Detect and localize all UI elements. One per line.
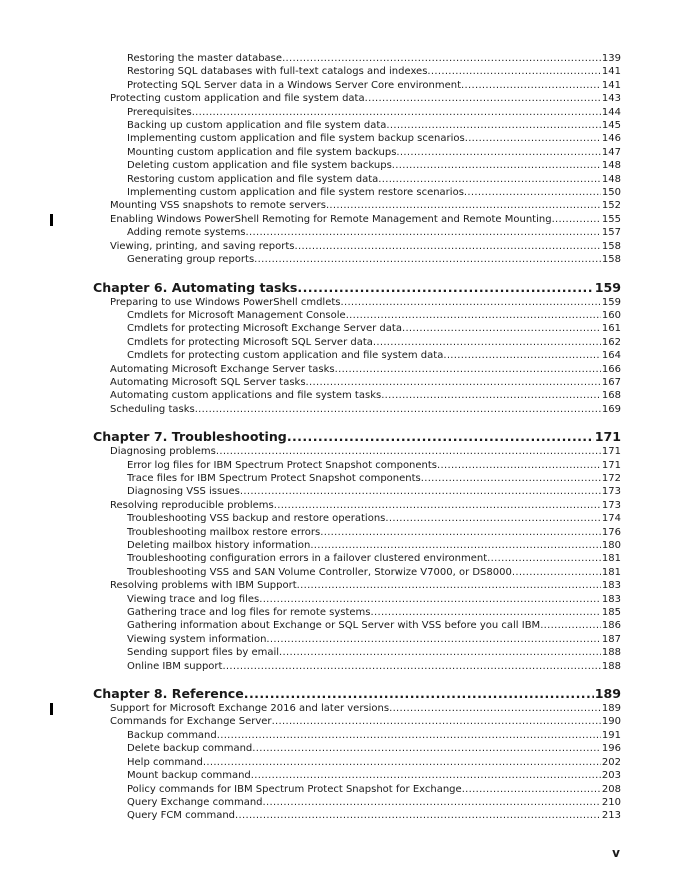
toc-page-number: 188 <box>601 660 621 672</box>
toc-page-number: 150 <box>601 187 621 199</box>
toc-entry[interactable] <box>93 296 621 309</box>
toc-entry[interactable] <box>93 363 621 376</box>
toc-page-number: 172 <box>601 472 621 484</box>
toc-entry[interactable] <box>93 445 621 458</box>
dot-leader <box>216 445 601 458</box>
toc-entry[interactable] <box>93 336 621 349</box>
dot-leader <box>306 376 601 389</box>
toc-entry[interactable] <box>93 783 621 796</box>
toc-entry[interactable] <box>93 715 621 728</box>
dot-leader <box>251 769 601 782</box>
toc-page-number: 183 <box>601 593 621 605</box>
toc-entry[interactable] <box>93 539 621 552</box>
toc-title: Online IBM support <box>127 660 223 672</box>
toc-entry[interactable] <box>93 472 621 485</box>
toc-title: Mount backup command <box>127 770 251 782</box>
toc-title: Viewing, printing, and saving reports <box>110 240 295 252</box>
toc-entry[interactable] <box>93 173 621 186</box>
toc-title: Backup command <box>127 729 217 741</box>
dot-leader <box>465 132 601 145</box>
toc-title: Implementing custom application and file system restore scenarios <box>127 187 464 199</box>
dot-leader <box>217 729 601 742</box>
dot-leader <box>464 186 601 199</box>
page-number: v <box>612 846 620 860</box>
toc-page-number: 145 <box>601 120 621 132</box>
toc-title: Automating Microsoft SQL Server tasks <box>110 376 306 388</box>
toc-title: Implementing custom application and file system backup scenarios <box>127 133 465 145</box>
table-of-contents <box>93 52 621 823</box>
toc-title: Diagnosing VSS issues <box>127 486 240 498</box>
dot-leader <box>282 52 601 65</box>
toc-entry[interactable] <box>93 566 621 579</box>
dot-leader <box>326 199 601 212</box>
toc-page-number: 171 <box>601 446 621 458</box>
toc-entry[interactable] <box>93 606 621 619</box>
toc-title: Protecting custom application and file system data <box>110 93 365 105</box>
dot-leader <box>203 756 601 769</box>
toc-entry[interactable] <box>93 756 621 769</box>
toc-entry[interactable] <box>93 349 621 362</box>
toc-title: Cmdlets for protecting Microsoft Exchange Server data <box>127 323 402 335</box>
dot-leader <box>235 809 601 822</box>
toc-entry[interactable] <box>93 809 621 822</box>
toc-entry[interactable] <box>93 552 621 565</box>
toc-entry[interactable] <box>93 199 621 212</box>
toc-title: Gathering trace and log files for remote systems <box>127 607 371 619</box>
toc-entry[interactable] <box>93 322 621 335</box>
toc-entry[interactable] <box>93 729 621 742</box>
dot-leader <box>402 322 601 335</box>
toc-entry[interactable] <box>93 499 621 512</box>
toc-entry[interactable] <box>93 742 621 755</box>
toc-entry[interactable] <box>93 146 621 159</box>
toc-entry[interactable] <box>93 65 621 78</box>
toc-entry[interactable] <box>93 769 621 782</box>
dot-leader <box>295 240 601 253</box>
toc-page-number: 148 <box>601 160 621 172</box>
toc-title: Commands for Exchange Server <box>110 716 272 728</box>
toc-entry[interactable] <box>93 593 621 606</box>
toc-title: Chapter 7. Troubleshooting <box>93 429 287 445</box>
toc-title: Troubleshooting mailbox restore errors <box>127 526 321 538</box>
toc-entry[interactable] <box>93 240 621 253</box>
toc-page-number: 169 <box>601 403 621 415</box>
toc-title: Restoring SQL databases with full-text catalogs and indexes <box>127 66 428 78</box>
toc-page-number: 176 <box>601 526 621 538</box>
toc-title: Support for Microsoft Exchange 2016 and later versions <box>110 703 390 715</box>
toc-entry[interactable] <box>93 213 621 226</box>
toc-title: Gathering information about Exchange or SQL Server with VSS before you call IBM <box>127 620 541 632</box>
toc-entry[interactable] <box>93 132 621 145</box>
dot-leader <box>297 579 601 592</box>
dot-leader <box>254 253 601 266</box>
toc-title: Error log files for IBM Spectrum Protect Snapshot components <box>127 459 438 471</box>
toc-entry[interactable] <box>93 579 621 592</box>
toc-page-number: 203 <box>601 770 621 782</box>
toc-page-number: 159 <box>594 279 621 295</box>
toc-page-number: 141 <box>601 79 621 91</box>
toc-title: Cmdlets for Microsoft Management Console <box>127 309 346 321</box>
dot-leader <box>272 715 601 728</box>
change-bar <box>50 214 53 226</box>
dot-leader <box>421 472 601 485</box>
toc-page-number: 183 <box>601 580 621 592</box>
toc-entry[interactable] <box>93 619 621 632</box>
dot-leader <box>274 499 601 512</box>
toc-entry[interactable] <box>93 159 621 172</box>
dot-leader <box>287 429 594 445</box>
toc-title: Restoring the master database <box>127 53 283 64</box>
toc-entry[interactable] <box>93 459 621 472</box>
toc-entry[interactable] <box>93 660 621 673</box>
toc-page-number: 180 <box>601 540 621 551</box>
toc-title: Generating group reports <box>127 254 255 266</box>
toc-entry[interactable] <box>93 796 621 809</box>
toc-title: Enabling Windows PowerShell Remoting for Remote Management and Remote Mounting <box>110 213 552 225</box>
dot-leader <box>335 363 601 376</box>
toc-page-number: 191 <box>601 729 621 741</box>
toc-page-number: 144 <box>601 106 621 118</box>
dot-leader <box>389 702 601 715</box>
toc-page-number: 181 <box>601 553 621 565</box>
toc-entry[interactable] <box>93 702 621 715</box>
toc-entry[interactable] <box>93 646 621 659</box>
toc-entry[interactable] <box>93 526 621 539</box>
toc-page-number: 196 <box>601 743 621 755</box>
dot-leader <box>365 92 601 105</box>
dot-leader <box>320 526 601 539</box>
toc-page-number: 208 <box>601 783 621 795</box>
toc-entry[interactable] <box>93 403 621 416</box>
toc-page-number: 167 <box>601 376 621 388</box>
dot-leader <box>341 296 601 309</box>
dot-leader <box>487 552 601 565</box>
dot-leader <box>386 119 601 132</box>
dot-leader <box>378 173 601 186</box>
dot-leader <box>297 280 593 296</box>
toc-page-number: 148 <box>601 173 621 185</box>
toc-title: Resolving reproducible problems <box>110 499 274 511</box>
toc-page-number: 202 <box>601 756 621 768</box>
toc-title: Delete backup command <box>127 743 253 755</box>
dot-leader <box>461 79 601 92</box>
dot-leader <box>346 309 601 322</box>
toc-title: Viewing system information <box>127 633 267 645</box>
toc-page-number: 210 <box>601 796 621 808</box>
toc-entry[interactable] <box>93 106 621 119</box>
toc-title: Cmdlets for protecting custom application and file system data <box>127 350 444 362</box>
toc-page-number: 159 <box>601 296 621 308</box>
dot-leader <box>462 783 601 796</box>
dot-leader <box>396 146 600 159</box>
toc-page-number: 174 <box>601 513 621 525</box>
toc-entry[interactable] <box>93 186 621 199</box>
toc-entry[interactable] <box>93 92 621 105</box>
dot-leader <box>222 660 600 673</box>
toc-chapter[interactable] <box>93 429 621 445</box>
toc-title: Automating custom applications and file system tasks <box>110 390 382 402</box>
dot-leader <box>540 619 601 632</box>
toc-page-number: 189 <box>601 703 621 715</box>
toc-entry[interactable] <box>93 633 621 646</box>
toc-page-number: 164 <box>601 350 621 362</box>
toc-page-number: 188 <box>601 647 621 659</box>
toc-page-number: 141 <box>601 66 621 78</box>
toc-title: Prerequisites <box>127 106 192 118</box>
dot-leader <box>192 106 601 119</box>
dot-leader <box>263 796 601 809</box>
toc-entry[interactable] <box>93 119 621 132</box>
dot-leader <box>259 593 601 606</box>
toc-title: Mounting custom application and file system backups <box>127 146 397 158</box>
dot-leader <box>252 742 601 755</box>
toc-title: Help command <box>127 756 203 768</box>
dot-leader <box>266 633 600 646</box>
toc-entry[interactable] <box>93 79 621 92</box>
toc-page-number: 160 <box>601 309 621 321</box>
toc-title: Troubleshooting VSS and SAN Volume Controller, Storwize V7000, or DS8000 <box>127 566 512 578</box>
toc-entry[interactable] <box>93 253 621 266</box>
toc-page-number: 186 <box>601 620 621 632</box>
toc-entry[interactable] <box>93 376 621 389</box>
toc-title: Troubleshooting configuration errors in a failover clustered environment <box>127 553 488 565</box>
dot-leader <box>512 566 601 579</box>
dot-leader <box>244 686 594 702</box>
toc-page-number: 146 <box>601 133 621 145</box>
toc-title: Sending support files by email <box>127 647 280 659</box>
dot-leader <box>381 389 601 402</box>
dot-leader <box>443 349 601 362</box>
toc-title: Adding remote systems <box>127 227 246 239</box>
toc-title: Resolving problems with IBM Support <box>110 580 297 592</box>
toc-page-number: 162 <box>601 336 621 348</box>
change-bar <box>50 703 53 715</box>
toc-title: Trace files for IBM Spectrum Protect Snapshot components <box>127 472 421 484</box>
toc-title: Restoring custom application and file system data <box>127 173 379 185</box>
toc-page-number: 181 <box>601 566 621 578</box>
toc-page-number: 147 <box>601 146 621 158</box>
dot-leader <box>371 606 601 619</box>
toc-chapter[interactable] <box>93 686 621 702</box>
toc-entry[interactable] <box>93 226 621 239</box>
toc-page-number: 158 <box>601 254 621 266</box>
dot-leader <box>437 459 601 472</box>
toc-page-number: 166 <box>601 363 621 375</box>
toc-page-number: 173 <box>601 486 621 498</box>
dot-leader <box>279 646 601 659</box>
toc-title: Query FCM command <box>127 810 236 822</box>
toc-page-number: 189 <box>594 686 621 702</box>
toc-title: Diagnosing problems <box>110 446 216 458</box>
toc-title: Chapter 8. Reference <box>93 686 244 702</box>
toc-title: Scheduling tasks <box>110 403 195 415</box>
toc-page-number: 171 <box>594 429 621 445</box>
toc-page-number: 143 <box>601 93 621 105</box>
dot-leader <box>310 539 601 552</box>
toc-title: Viewing trace and log files <box>127 593 260 605</box>
toc-title: Preparing to use Windows PowerShell cmdlets <box>110 296 341 308</box>
toc-entry[interactable] <box>93 485 621 498</box>
toc-title: Troubleshooting VSS backup and restore operations <box>127 513 386 525</box>
toc-title: Backing up custom application and file system data <box>127 120 387 132</box>
toc-page-number: 213 <box>601 810 621 822</box>
dot-leader <box>240 485 601 498</box>
toc-chapter[interactable] <box>93 280 621 296</box>
toc-page-number: 190 <box>601 716 621 728</box>
dot-leader <box>552 213 601 226</box>
toc-title: Query Exchange command <box>127 796 263 808</box>
dot-leader <box>385 512 601 525</box>
toc-page-number: 187 <box>601 633 621 645</box>
toc-title: Cmdlets for protecting Microsoft SQL Server data <box>127 336 373 348</box>
toc-entry[interactable] <box>93 512 621 525</box>
toc-page-number: 157 <box>601 227 621 239</box>
toc-page-number: 152 <box>601 200 621 212</box>
toc-page-number: 185 <box>601 607 621 619</box>
toc-entry[interactable] <box>93 52 621 65</box>
toc-page-number: 139 <box>601 53 621 64</box>
dot-leader <box>427 65 600 78</box>
toc-page-number: 158 <box>601 240 621 252</box>
toc-title: Protecting SQL Server data in a Windows Server Core environment <box>127 79 462 91</box>
toc-entry[interactable] <box>93 389 621 402</box>
toc-title: Policy commands for IBM Spectrum Protect Snapshot for Exchange <box>127 783 462 795</box>
toc-title: Automating Microsoft Exchange Server tasks <box>110 363 335 375</box>
dot-leader <box>392 159 601 172</box>
toc-entry[interactable] <box>93 309 621 322</box>
toc-page-number: 173 <box>601 499 621 511</box>
toc-page-number: 161 <box>601 323 621 335</box>
toc-title: Deleting mailbox history information <box>127 540 311 551</box>
toc-title: Deleting custom application and file system backups <box>127 160 392 172</box>
toc-page-number: 155 <box>601 213 621 225</box>
toc-page-number: 171 <box>601 459 621 471</box>
dot-leader <box>195 403 601 416</box>
toc-page-number: 168 <box>601 390 621 402</box>
toc-title: Mounting VSS snapshots to remote servers <box>110 200 326 212</box>
toc-title: Chapter 6. Automating tasks <box>93 279 298 295</box>
dot-leader <box>373 336 601 349</box>
dot-leader <box>246 226 601 239</box>
